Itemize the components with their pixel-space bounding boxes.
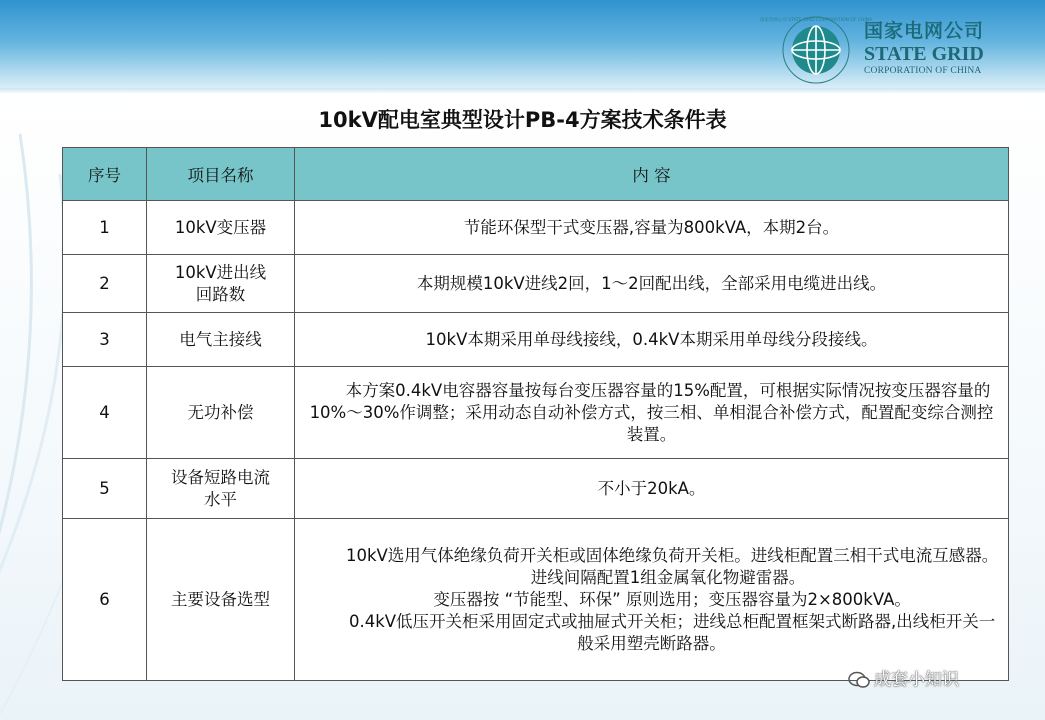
header-content: 内 容 <box>295 148 1009 201</box>
logo-english-subtitle: CORPORATION OF CHINA <box>864 66 982 76</box>
logo-chinese-name: 国家电网公司 <box>864 20 985 42</box>
row-content: 节能环保型干式变压器,容量为800kVA，本期2台。 <box>295 201 1009 255</box>
content-paragraph: 0.4kV低压开关柜采用固定式或抽屉式开关柜；进线总柜配置框架式断路器,出线柜开关一般采用塑壳断路器。 <box>348 611 996 653</box>
spec-table <box>62 147 1009 681</box>
table-row <box>63 201 1009 255</box>
row-number: 3 <box>63 313 147 367</box>
table-row <box>63 255 1009 313</box>
row-item-name: 无功补偿 <box>147 367 295 459</box>
table-row <box>63 367 1009 459</box>
logo-english-name: STATE GRID <box>864 43 984 65</box>
row-item-name <box>147 255 295 313</box>
row-number: 5 <box>63 459 147 519</box>
header-item-name: 项目名称 <box>147 148 295 201</box>
row-number: 2 <box>63 255 147 313</box>
header-no: 序号 <box>63 148 147 201</box>
globe-logo-icon <box>759 12 873 86</box>
row-item-name <box>147 459 295 519</box>
content-paragraph: 变压器按 “节能型、环保” 原则选用；变压器容量为2×800kVA。 <box>433 589 911 609</box>
row-content: 不小于20kA。 <box>295 459 1009 519</box>
row-item-name-line: 水平 <box>204 489 237 509</box>
row-item-name: 主要设备选型 <box>147 519 295 681</box>
row-item-name: 电气主接线 <box>147 313 295 367</box>
watermark-text: 成套小知识 <box>874 670 959 690</box>
row-content: 本期规模10kV进线2回，1～2回配出线，全部采用电缆进出线。 <box>295 255 1009 313</box>
watermark <box>848 665 959 690</box>
state-grid-logo <box>759 12 1038 86</box>
row-number: 1 <box>63 201 147 255</box>
row-item-name: 10kV变压器 <box>147 201 295 255</box>
table-header-row <box>63 148 1009 201</box>
content-paragraph: 10kV选用气体绝缘负荷开关柜或固体绝缘负荷开关柜。进线柜配置三相干式电流互感器。 <box>345 545 999 565</box>
row-item-name-line: 10kV进出线 <box>174 262 267 282</box>
table-row <box>63 313 1009 367</box>
row-number: 6 <box>63 519 147 681</box>
table-row <box>63 459 1009 519</box>
row-content <box>295 367 1009 459</box>
content-paragraph: 进线间隔配置1组金属氧化物避雷器。 <box>530 567 806 587</box>
row-item-name-line: 回路数 <box>195 284 246 304</box>
table-row <box>63 519 1009 681</box>
wechat-icon <box>848 671 870 689</box>
row-item-name-line: 设备短路电流 <box>171 467 270 487</box>
content-paragraph: 本方案0.4kV电容器容量按每台变压器容量的15%配置，可根据实际情况按变压器容量的10%～30%作调整；采用动态自动补偿方式，按三相、单相混合补偿方式，配置配变综合测控装置。 <box>309 380 994 444</box>
logo-ring-text: 国家电网公司 STATE GRID CORPORATION OF CHINA <box>759 18 873 23</box>
page-title: 10kV配电室典型设计PB-4方案技术条件表 <box>318 108 727 132</box>
row-number: 4 <box>63 367 147 459</box>
row-content: 10kV本期采用单母线接线，0.4kV本期采用单母线分段接线。 <box>295 313 1009 367</box>
row-content <box>295 519 1009 681</box>
